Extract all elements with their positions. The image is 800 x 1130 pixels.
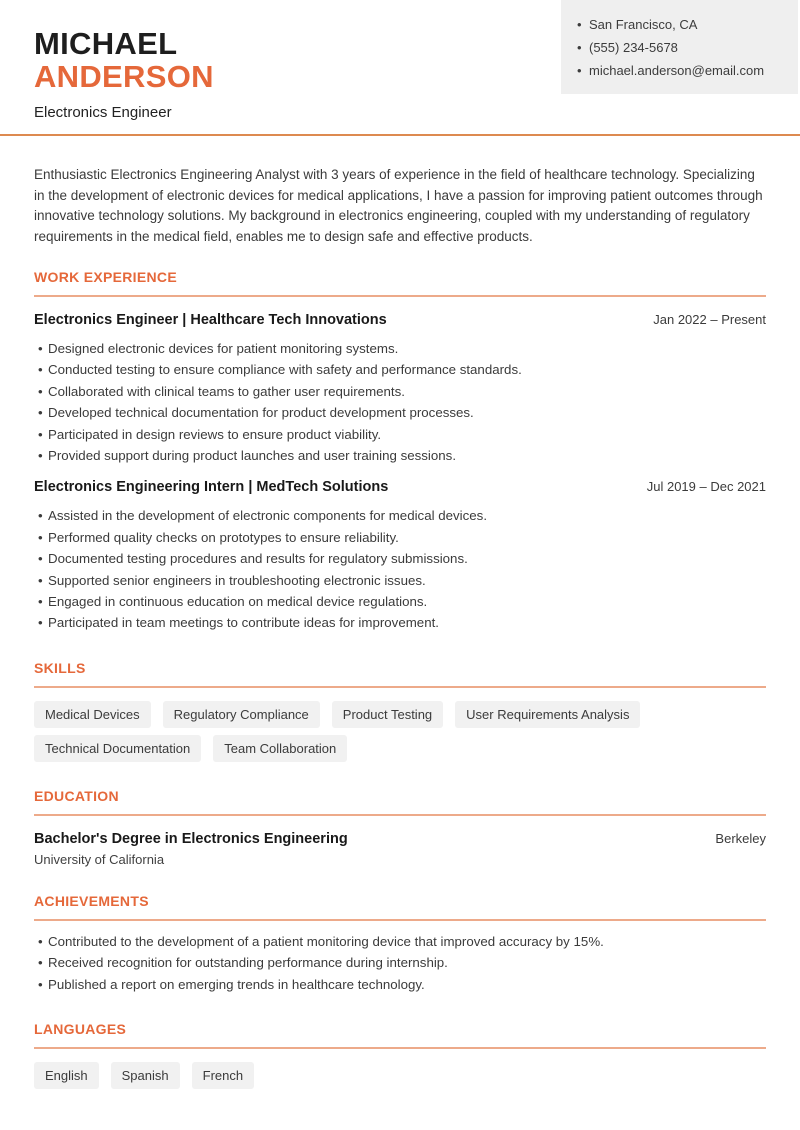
- contact-bullet: [577, 59, 589, 82]
- bullet-item: [38, 527, 766, 548]
- bullet-item: [38, 974, 766, 995]
- skill-tag: Technical Documentation: [34, 735, 201, 762]
- language-tag: Spanish: [111, 1062, 180, 1089]
- language-tag: French: [192, 1062, 254, 1089]
- bullet-dot: [38, 570, 48, 591]
- section-achievements: [34, 893, 766, 995]
- bullet-dot: [38, 952, 48, 973]
- contact-text: (555) 234-5678: [589, 40, 678, 55]
- header-divider: [0, 134, 800, 136]
- bullet-text: Developed technical documentation for product development processes.: [48, 405, 474, 421]
- languages-tags: [34, 1062, 766, 1089]
- bullet-dot: [38, 612, 48, 633]
- summary-paragraph: Enthusiastic Electronics Engineering Analyst with 3 years of experience in the field of healthcare technology. Specializing in the development of electronic devices for medical applications, I have a passion for improving patient outcomes through innovative technology solutions. My background in electronics engineering, coupled with my understanding of regulatory requirements in the medical field, enables me to design safe and effective products.: [34, 167, 763, 244]
- bullet-text: Performed quality checks on prototypes to ensure reliability.: [48, 529, 399, 545]
- contact-text: michael.anderson@email.com: [589, 63, 765, 78]
- bullet-item: [38, 381, 766, 402]
- section-divider: [34, 295, 766, 297]
- language-tag: English: [34, 1062, 99, 1089]
- contact-item: [577, 13, 786, 36]
- bullet-item: [38, 359, 766, 380]
- bullet-text: Provided support during product launches and user training sessions.: [48, 448, 457, 464]
- education-location: Berkeley: [715, 830, 766, 846]
- skills-tags: [34, 701, 766, 762]
- skill-tag: Team Collaboration: [213, 735, 347, 762]
- job-header: [34, 479, 766, 495]
- section-divider: [34, 1047, 766, 1049]
- bullet-item: [38, 931, 766, 952]
- contact-bullet: [577, 13, 589, 36]
- bullet-dot: [38, 527, 48, 548]
- bullet-item: [38, 952, 766, 973]
- job-dates: Jan 2022 – Present: [653, 312, 766, 327]
- bullet-text: Participated in team meetings to contribute ideas for improvement.: [48, 615, 439, 631]
- bullet-item: [38, 402, 766, 423]
- education-heading: EDUCATION: [34, 787, 119, 804]
- job-bullets: [38, 338, 766, 466]
- section-languages: [34, 1021, 766, 1089]
- bullet-text: Collaborated with clinical teams to gather user requirements.: [48, 383, 405, 399]
- section-divider: [34, 919, 766, 921]
- achievements-heading: ACHIEVEMENTS: [34, 892, 149, 909]
- bullet-item: [38, 548, 766, 569]
- bullet-dot: [38, 974, 48, 995]
- bullet-text: Engaged in continuous education on medical device regulations.: [48, 594, 428, 610]
- contact-bullet: [577, 36, 589, 59]
- bullet-item: [38, 338, 766, 359]
- skill-tag: Regulatory Compliance: [163, 701, 320, 728]
- section-education: [34, 788, 766, 867]
- bullet-dot: [38, 931, 48, 952]
- degree-title: Bachelor's Degree in Electronics Engineering: [34, 830, 348, 847]
- last-name: ANDERSON: [34, 59, 214, 94]
- bullet-item: [38, 570, 766, 591]
- skill-tag: Medical Devices: [34, 701, 151, 728]
- school-name: University of California: [34, 851, 165, 867]
- bullet-dot: [38, 359, 48, 380]
- first-name: MICHAEL: [34, 26, 178, 61]
- resume-body: [0, 165, 800, 1089]
- bullet-text: Designed electronic devices for patient monitoring systems.: [48, 341, 399, 356]
- contact-box: [561, 0, 798, 94]
- work-experience-heading: WORK EXPERIENCE: [34, 269, 177, 285]
- bullet-dot: [38, 445, 48, 466]
- bullet-text: Participated in design reviews to ensure product viability.: [48, 426, 382, 442]
- job-title: Electronics Engineering Intern | MedTech Solutions: [34, 479, 389, 496]
- section-divider: [34, 686, 766, 688]
- bullet-item: [38, 505, 766, 526]
- section-skills: [34, 660, 766, 762]
- bullet-text: Published a report on emerging trends in healthcare technology.: [48, 976, 425, 992]
- languages-heading: LANGUAGES: [34, 1021, 127, 1038]
- education-entry: [34, 831, 766, 847]
- section-work-experience: [34, 269, 766, 634]
- section-divider: [34, 814, 766, 816]
- bullet-text: Conducted testing to ensure compliance with safety and performance standards.: [48, 362, 522, 378]
- contact-item: [577, 59, 786, 82]
- bullet-text: Contributed to the development of a patient monitoring device that improved accuracy by 15%.: [48, 933, 604, 949]
- bullet-item: [38, 424, 766, 445]
- bullet-dot: [38, 402, 48, 423]
- contact-text: San Francisco, CA: [589, 17, 698, 32]
- bullet-text: Supported senior engineers in troubleshooting electronic issues.: [48, 572, 426, 588]
- bullet-dot: [38, 548, 48, 569]
- bullet-dot: [38, 381, 48, 402]
- bullet-dot: [38, 591, 48, 612]
- job-bullets: [38, 505, 766, 633]
- job-entry: [34, 479, 766, 633]
- bullet-dot: [38, 338, 48, 359]
- bullet-dot: [38, 505, 48, 526]
- bullet-item: [38, 445, 766, 466]
- bullet-item: [38, 591, 766, 612]
- skill-tag: User Requirements Analysis: [455, 701, 640, 728]
- contact-item: [577, 36, 786, 59]
- resume-header: [0, 0, 800, 121]
- bullet-item: [38, 612, 766, 633]
- skills-heading: SKILLS: [34, 659, 86, 676]
- bullet-dot: [38, 424, 48, 445]
- job-header: [34, 312, 766, 328]
- achievements-bullets: [38, 931, 766, 995]
- candidate-job-title: Electronics Engineer: [34, 104, 172, 121]
- skill-tag: Product Testing: [332, 701, 443, 728]
- jobs-list: [34, 312, 766, 634]
- job-title: Electronics Engineer | Healthcare Tech Innovations: [34, 312, 387, 328]
- bullet-text: Assisted in the development of electronic components for medical devices.: [48, 508, 488, 524]
- bullet-text: Received recognition for outstanding performance during internship.: [48, 955, 448, 971]
- bullet-text: Documented testing procedures and results for regulatory submissions.: [48, 551, 468, 567]
- job-entry: [34, 312, 766, 466]
- job-dates: Jul 2019 – Dec 2021: [646, 479, 766, 495]
